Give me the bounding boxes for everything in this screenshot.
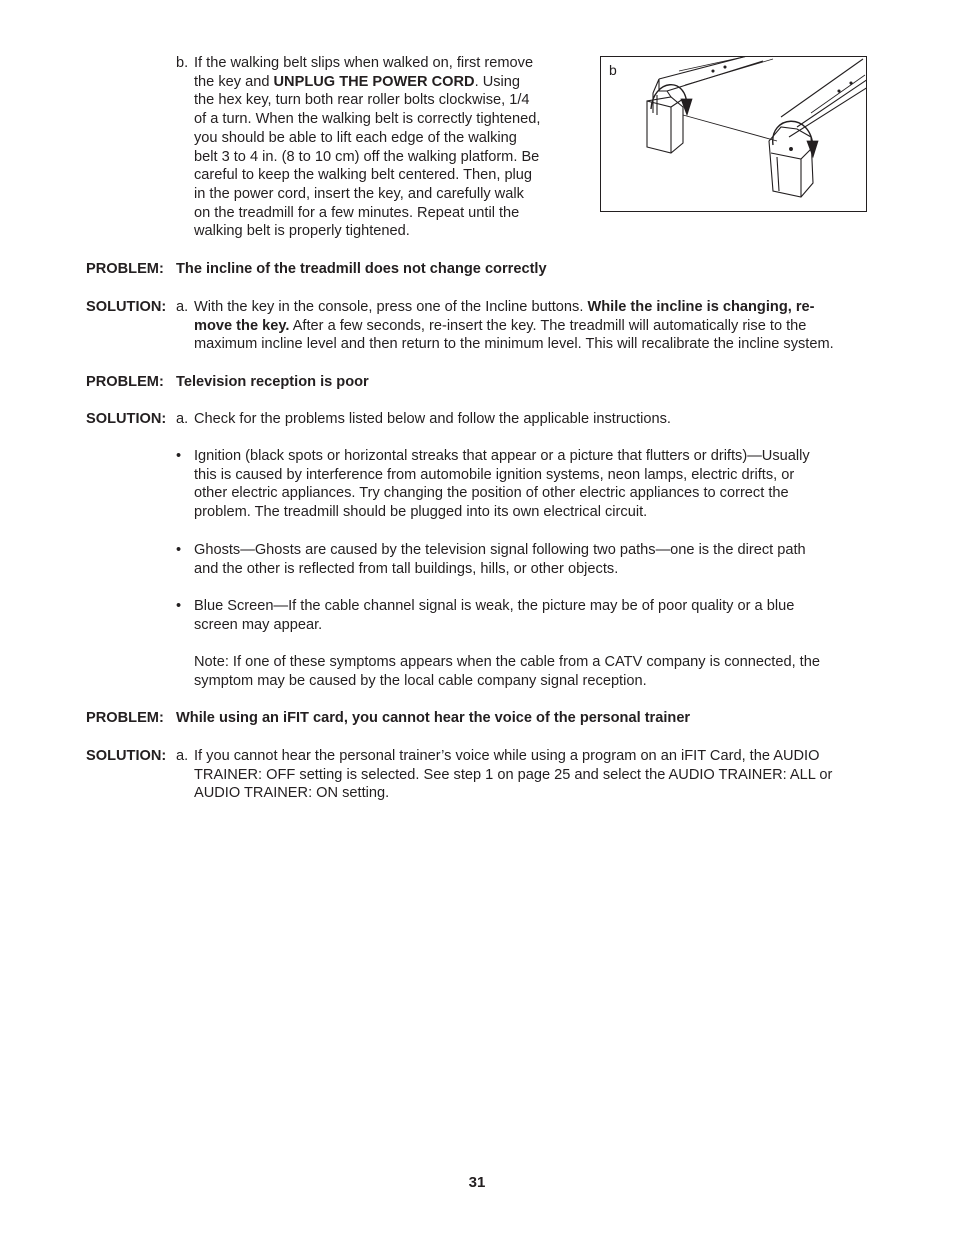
page-number: 31 [468,1174,486,1191]
bullet-blue-screen-line-2: screen may appear. [194,616,323,633]
solution-1-line-1: With the key in the console, press one of the Incline buttons. While the incline is changing, re- [194,299,815,315]
bullet-blue-screen-line-1: Blue Screen—If the cable channel signal is weak, the picture may be of poor quality or a blue [194,598,795,614]
solution-label-3: SOLUTION: [86,748,167,764]
problem-text-2: Television reception is poor [176,374,369,390]
step-b-line-5: you should be able to lift each edge of the walking [194,129,517,146]
solution-label-2: SOLUTION: [86,411,167,427]
problem-text-1: The incline of the treadmill does not change correctly [176,261,547,277]
solution-1-marker: a. [176,299,189,315]
solution-3-line-1: If you cannot hear the personal trainer’s voice while using a program on an iFIT Card, the AUDIO [194,748,820,764]
step-b-line-9: on the treadmill for a few minutes. Repeat until the [194,204,520,221]
solution-3-line-2: TRAINER: OFF setting is selected. See step 1 on page 25 and select the AUDIO TRAINER: ALL or [194,766,833,783]
step-b-paragraph [176,54,576,244]
bullet-ignition-line-3: other electric appliances. Try changing the position of other electric appliances to correct the [194,485,789,502]
problem-label-2: PROBLEM: [86,374,164,390]
bullet-ghosts-line-2: and the other is reflected from tall buildings, hills, or other objects. [194,560,619,577]
solution-2-marker: a. [176,411,189,427]
step-b-line-7: careful to keep the walking belt centered. Then, plug [194,167,533,184]
bullet-ignition-line-2: this is caused by interference from automobile ignition systems, neon lamps, electric drifts, or [194,466,795,483]
step-b-line-10: walking belt is properly tightened. [194,223,410,240]
bullet-ghosts-line-1: Ghosts—Ghosts are caused by the television signal following two paths—one is the direct path [194,542,806,558]
treadmill-rear-roller-figure [600,56,867,212]
figure-label: b [609,62,617,78]
bullet-ignition-line-1: Ignition (black spots or horizontal streaks that appear or a picture that flutters or drifts)—Usually [194,448,810,464]
problem-label-1: PROBLEM: [86,261,164,277]
problem-text-3: While using an iFIT card, you cannot hear the voice of the personal trainer [176,710,691,726]
bullet-ghosts-marker: • [176,542,182,558]
treadmill-rear-rollers-illustration [601,57,867,212]
step-b-line-2: the key and UNPLUG THE POWER CORD. Using [194,73,521,90]
unplug-warning: UNPLUG THE POWER CORD [273,73,475,90]
problem-label-3: PROBLEM: [86,710,164,726]
step-b-line-8: in the power cord, insert the key, and carefully walk [194,185,524,202]
solution-2-line-1: Check for the problems listed below and follow the applicable instructions. [194,411,671,427]
step-b-line-4: of a turn. When the walking belt is correctly tightened, [194,111,541,128]
solution-label-1: SOLUTION: [86,299,167,315]
step-b-marker: b. [176,55,189,71]
solution-1-line-2: move the key. After a few seconds, re-insert the key. The treadmill will automatically rise to the [194,317,807,334]
bullet-blue-screen-marker: • [176,598,182,614]
solution-1-line-3: maximum incline level and then return to the minimum level. This will recalibrate the incline system. [194,336,834,353]
step-b-line-1: If the walking belt slips when walked on, first remove [194,55,534,71]
step-b-line-3: the hex key, turn both rear roller bolts clockwise, 1/4 [194,92,530,109]
note-line-1: Note: If one of these symptoms appears when the cable from a CATV company is connected, the [194,654,820,670]
bullet-ignition-marker: • [176,448,182,464]
bullet-ignition-line-4: problem. The treadmill should be plugged into its own electrical circuit. [194,504,648,521]
solution-3-line-3: AUDIO TRAINER: ON setting. [194,785,390,802]
note-line-2: symptom may be caused by the local cable company signal reception. [194,672,647,689]
solution-3-marker: a. [176,748,189,764]
step-b-line-6: belt 3 to 4 in. (8 to 10 cm) off the walking platform. Be [194,148,540,165]
